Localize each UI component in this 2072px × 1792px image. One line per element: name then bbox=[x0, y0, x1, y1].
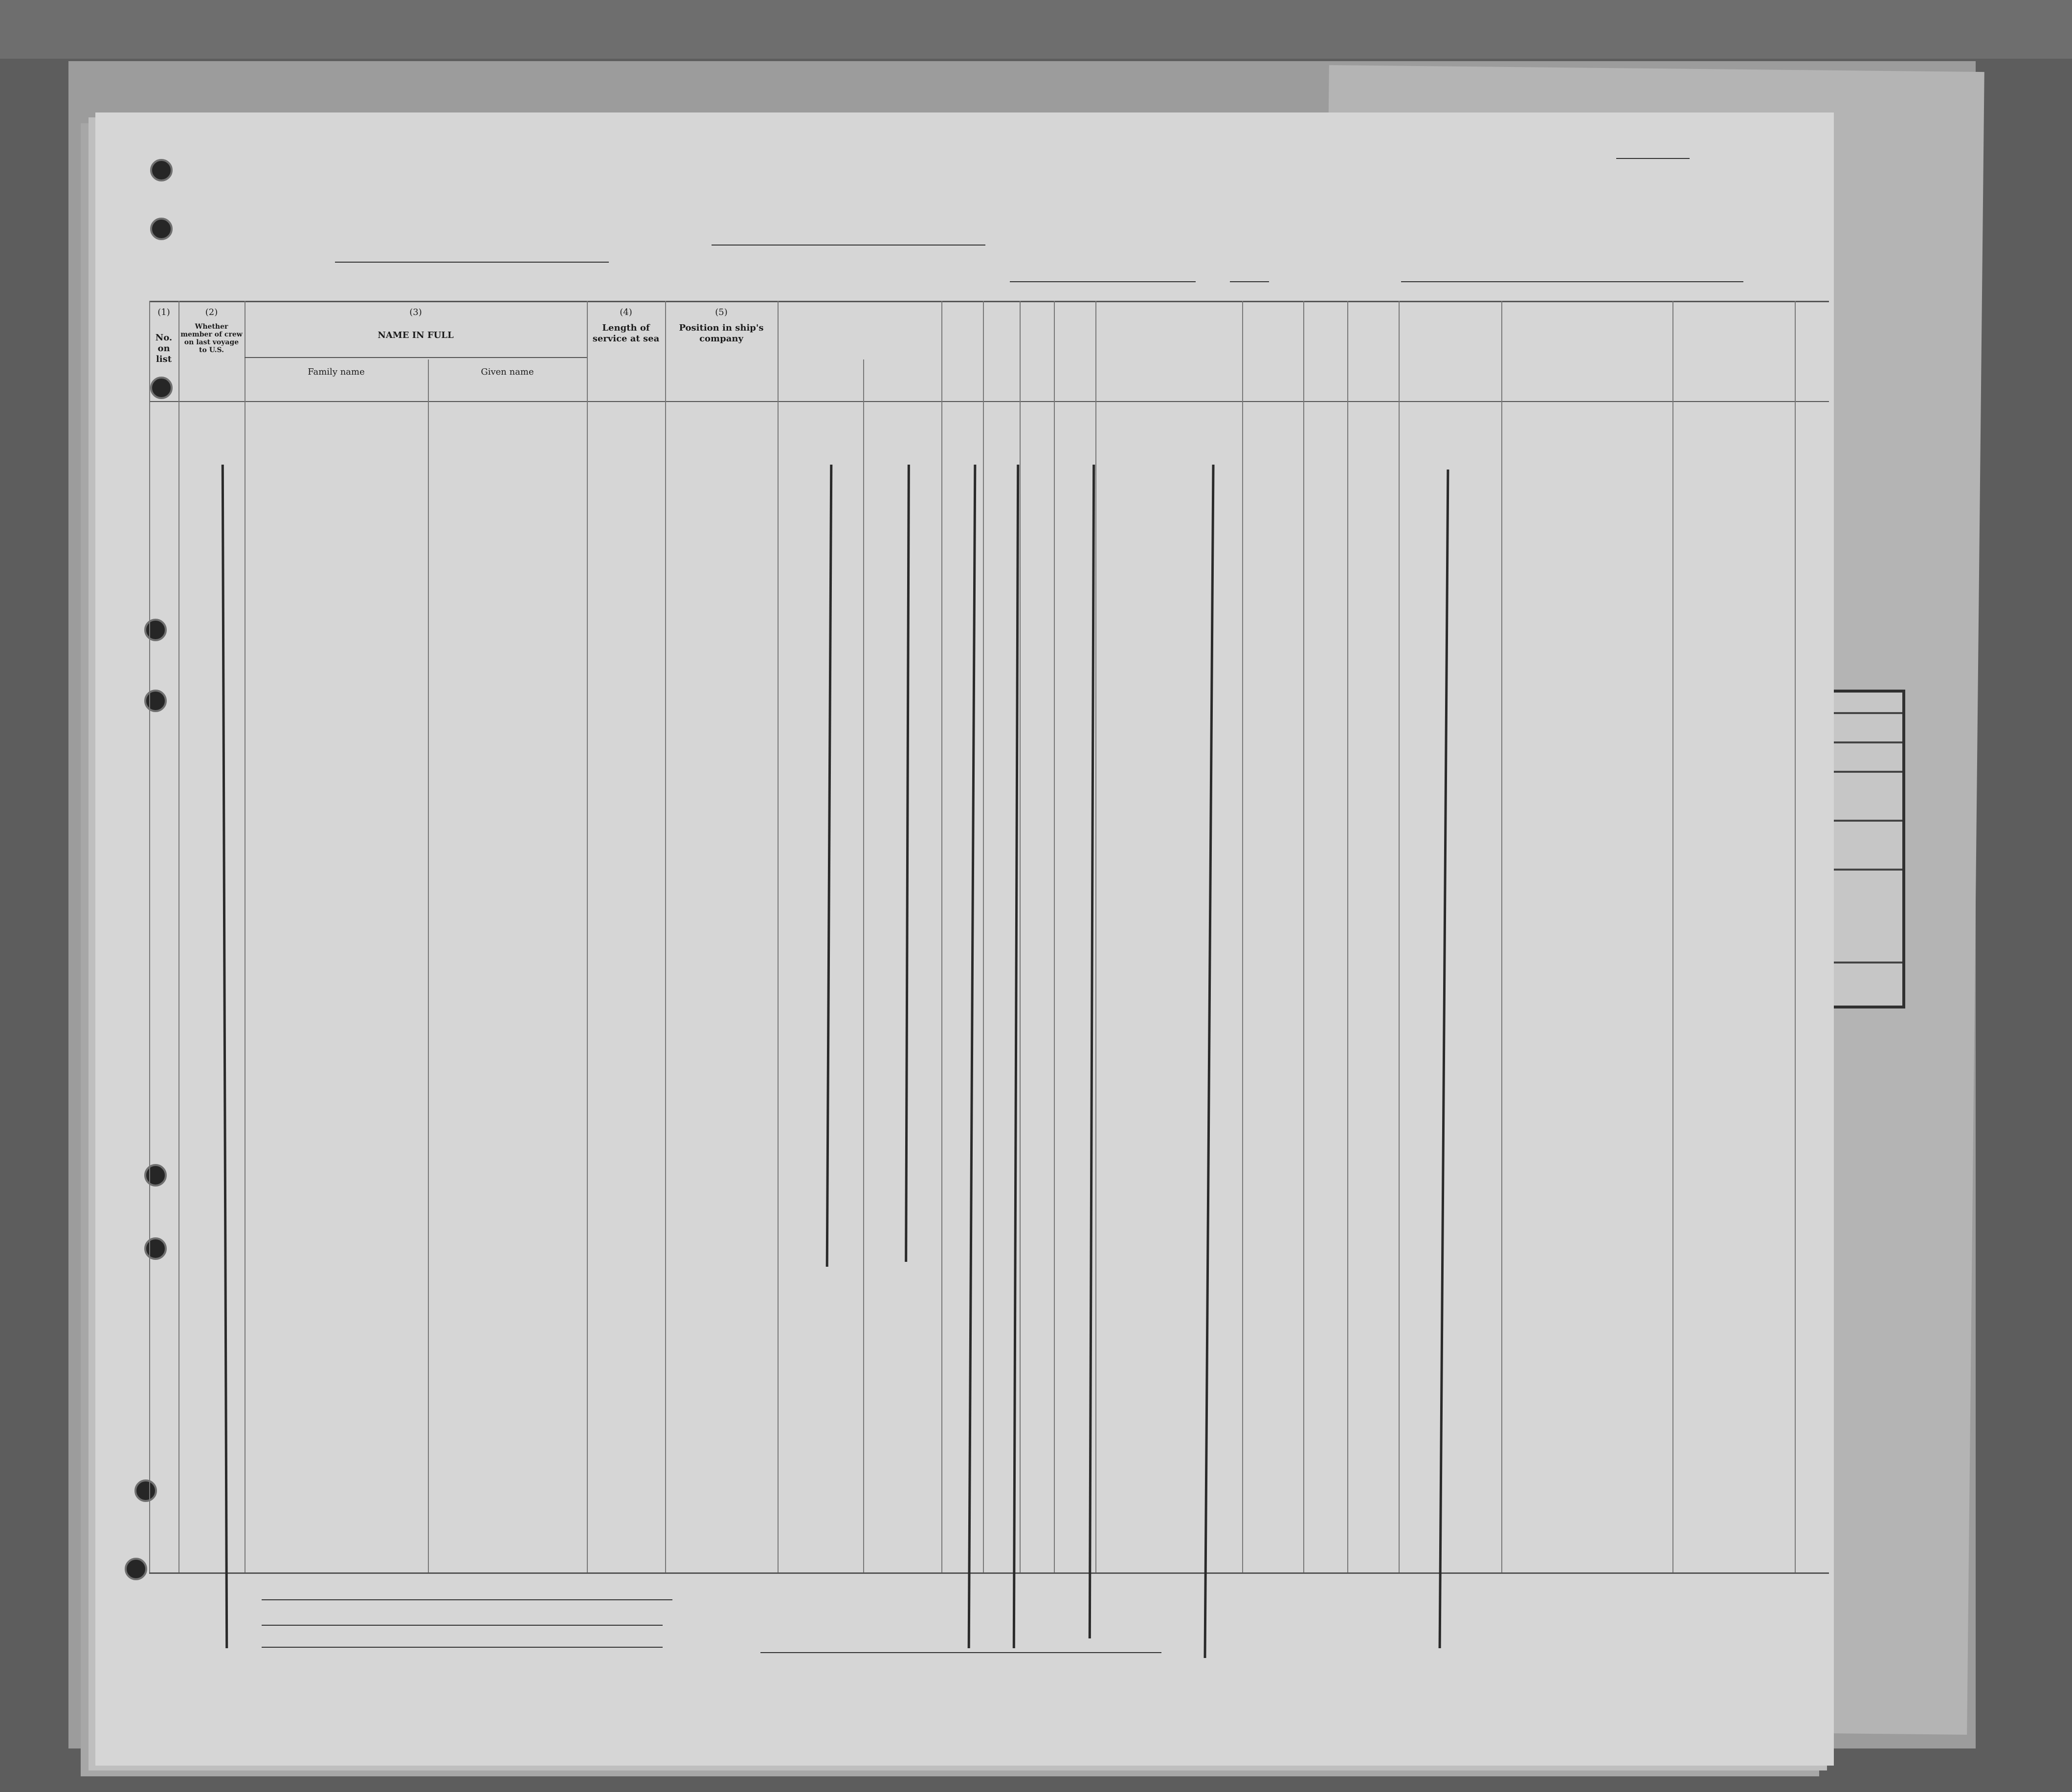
column-rule bbox=[1303, 301, 1304, 1572]
column-rule bbox=[1095, 301, 1096, 1572]
punch-hole bbox=[134, 1479, 157, 1502]
column-rule bbox=[665, 301, 666, 1572]
column-number: (2) bbox=[205, 307, 218, 317]
tally-label-total bbox=[1831, 712, 1902, 714]
column-number: (5) bbox=[715, 307, 728, 317]
sheet-number-value bbox=[1616, 158, 1690, 159]
punch-hole bbox=[125, 1558, 147, 1580]
column-header: Whether member of crew on last voyage to U.S. bbox=[180, 323, 243, 354]
column-rule bbox=[1501, 301, 1502, 1572]
column-rule bbox=[1399, 301, 1400, 1572]
local-agents-value bbox=[262, 1647, 663, 1648]
ditto-mark-discharged bbox=[968, 465, 977, 1648]
table-top-rule bbox=[149, 301, 1829, 302]
punch-hole bbox=[144, 619, 167, 641]
column-number: (1) bbox=[157, 307, 170, 317]
manifest-sheet bbox=[95, 112, 1834, 1766]
column-rule bbox=[428, 359, 429, 1572]
column-rule bbox=[863, 359, 864, 1572]
ditto-mark-physical-marks bbox=[1439, 470, 1449, 1648]
column-rule bbox=[1242, 301, 1243, 1572]
line-value bbox=[262, 1599, 672, 1600]
column-header: NAME IN FULL bbox=[378, 330, 454, 340]
column-header: Position in ship's company bbox=[679, 323, 764, 344]
tally-divider bbox=[1831, 869, 1902, 910]
punch-hole bbox=[144, 1164, 167, 1187]
table-bottom-rule bbox=[149, 1572, 1829, 1574]
punch-hole bbox=[144, 1237, 167, 1260]
ditto-mark-nationality bbox=[1203, 465, 1214, 1658]
header-bottom-rule bbox=[149, 401, 1829, 402]
owners-value bbox=[262, 1625, 663, 1626]
column-number: (4) bbox=[620, 307, 632, 317]
column-header: No. on list bbox=[155, 333, 173, 364]
vessel-name bbox=[335, 262, 609, 263]
column-rule bbox=[983, 301, 984, 1572]
column-rule bbox=[1795, 301, 1796, 1572]
column-subheader: Given name bbox=[481, 367, 534, 377]
punch-hole bbox=[150, 159, 173, 181]
column-rule bbox=[149, 301, 150, 1572]
column-rule bbox=[1672, 301, 1673, 1572]
column-rule bbox=[941, 301, 942, 1572]
from-port-underline bbox=[1401, 281, 1743, 282]
passenger-tally bbox=[1831, 690, 1905, 1008]
ditto-mark-sex bbox=[1089, 465, 1095, 1638]
sheet-number-field bbox=[1616, 149, 1690, 162]
column-subheader: Family name bbox=[308, 367, 365, 377]
column-number: (3) bbox=[409, 307, 422, 317]
year-underline bbox=[1230, 281, 1269, 282]
punch-hole bbox=[144, 690, 167, 712]
signature-underline bbox=[760, 1652, 1161, 1653]
punch-hole bbox=[150, 377, 173, 399]
column-rule bbox=[587, 301, 588, 1572]
punch-hole bbox=[150, 218, 173, 240]
ditto-mark-read bbox=[1013, 465, 1019, 1648]
date-underline bbox=[1010, 281, 1196, 282]
tally-value-2 bbox=[1831, 962, 1902, 1003]
ditto-mark-when bbox=[826, 465, 833, 1267]
column-rule bbox=[1054, 301, 1055, 1572]
group-rule bbox=[245, 357, 587, 358]
background-top bbox=[0, 0, 2072, 59]
ditto-mark-where bbox=[905, 465, 910, 1262]
column-header: Length of service at sea bbox=[592, 323, 660, 344]
tally-label-passengers bbox=[1831, 741, 1902, 743]
arriving-port bbox=[712, 245, 985, 246]
ditto-mark-last-voyage bbox=[222, 465, 228, 1648]
column-rule bbox=[178, 301, 179, 1572]
tally-value-1 bbox=[1831, 771, 1902, 812]
column-rule bbox=[1347, 301, 1348, 1572]
tally-divider bbox=[1831, 820, 1902, 861]
column-rule bbox=[778, 301, 779, 1572]
column-rule bbox=[1020, 301, 1021, 1572]
